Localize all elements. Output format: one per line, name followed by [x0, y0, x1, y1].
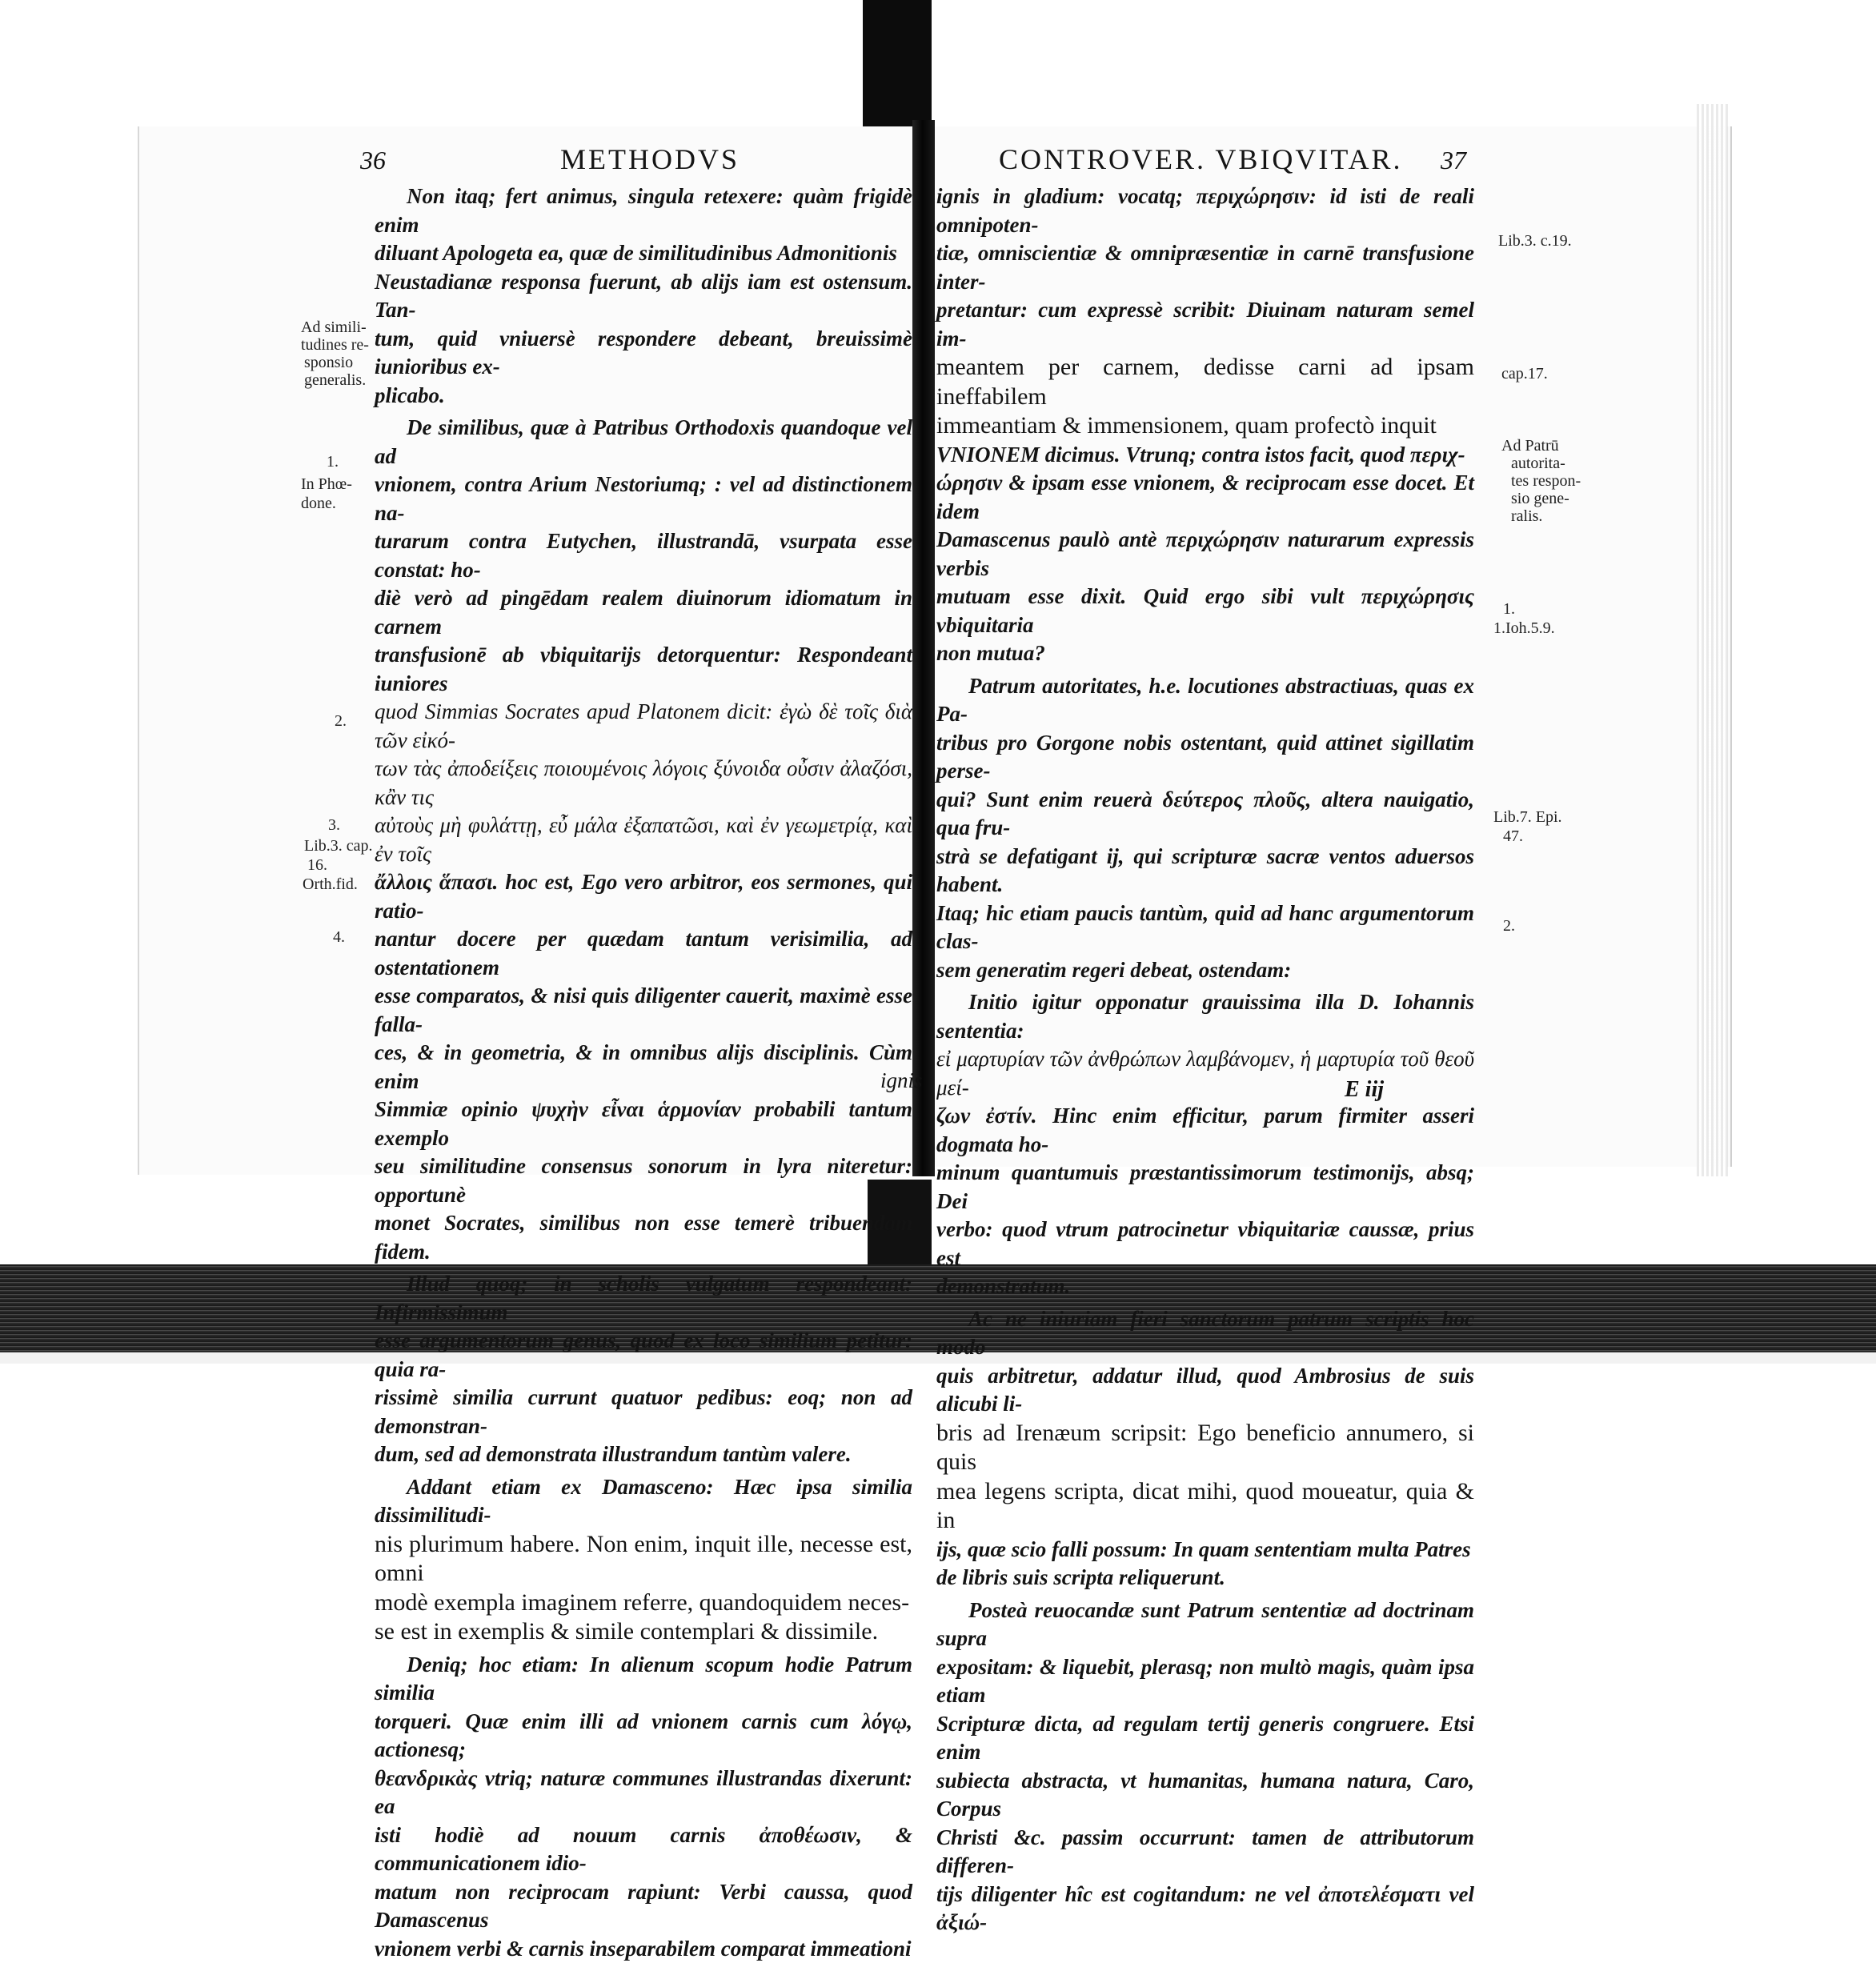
- text-line: αὐτοὺς μὴ φυλάττῃ, εὖ μάλα ἐξαπατῶσι, καὶ ἐν γεωμετρίᾳ, καὶ ἐν τοῖς: [375, 813, 912, 866]
- text-line: bris ad Irenæum scripsit: Ego beneficio annumero, si quis: [936, 1419, 1474, 1475]
- left-paragraph: [375, 1651, 912, 1964]
- text-line: vnionem, contra Arium Nestoriumq; : vel ad distinctionem na-: [375, 472, 912, 525]
- margin-note: 1.Ioh.5.9.: [1493, 619, 1555, 637]
- text-line: Neustadianæ responsa fuerunt, ab alijs iam est ostensum. Tan-: [375, 269, 912, 322]
- text-line: των τὰς ἀποδείξεις ποιουμένοις λόγοις ξύνοιδα οὖσιν ἀλαζόσι, κἂν τις: [375, 756, 912, 809]
- text-line: Damascenus paulò antè περιχώρησιν naturarum expressis verbis: [936, 527, 1474, 580]
- margin-note: autorita-: [1511, 455, 1565, 472]
- right-paragraph: [936, 1305, 1474, 1592]
- text-line: subiecta abstracta, vt humanitas, humana natura, Caro, Corpus: [936, 1768, 1474, 1821]
- text-line: quis arbitretur, addatur illud, quod Ambrosius de suis alicubi li-: [936, 1363, 1474, 1416]
- text-line: non mutua?: [936, 641, 1045, 665]
- text-line: diè verò ad pingēdam realem diuinorum idiomatum in carnem: [375, 586, 912, 639]
- text-line: ζων ἐστίν. Hinc enim efficitur, parum firmiter asseri dogmata ho-: [936, 1104, 1474, 1156]
- text-line: tum, quid vniuersè respondere debeant, breuissimè iunioribus ex-: [375, 326, 912, 379]
- text-line: ces, & in geometria, & in omnibus alijs disciplinis. Cùm enim: [375, 1040, 912, 1093]
- text-line: mea legens scripta, dicat mihi, quod moueatur, quia & in: [936, 1477, 1474, 1533]
- book-gutter: [912, 120, 935, 1176]
- left-text: [375, 182, 912, 1967]
- text-line: transfusionē ab vbiquitarijs detorquentur: Respondeant iuniores: [375, 643, 912, 695]
- margin-note: sponsio: [304, 354, 354, 371]
- text-line: Initio igitur opponatur grauissima illa D. Iohannis sententia:: [936, 990, 1474, 1043]
- left-catchword: ignis: [880, 1068, 923, 1092]
- margin-note: 4.: [333, 928, 345, 946]
- margin-note: 2.: [335, 712, 347, 730]
- text-line: turarum contra Eutychen, illustrandā, vsurpata esse constat: ho-: [375, 529, 912, 582]
- margin-note: ralis.: [1511, 507, 1543, 525]
- left-paragraph: [375, 1473, 912, 1647]
- text-line: qui? Sunt enim reuerà δεύτερος πλοῦς, altera nauigatio, qua fru-: [936, 787, 1474, 839]
- text-line: expositam: & liquebit, plerasq; non multò magis, quàm ipsa etiam: [936, 1654, 1474, 1707]
- scan-top-shadow: [863, 0, 932, 128]
- text-line: seu similitudine consensus sonorum in lyra niteretur: opportunè: [375, 1154, 912, 1207]
- text-line: sem generatim regeri debeat, ostendam:: [936, 957, 1292, 982]
- right-paragraph: [936, 672, 1474, 985]
- text-line: VNIONEM dicimus. Vtrunq; contra istos facit, quod περιχ-: [936, 442, 1465, 467]
- text-line: θεανδρικὰς vtriq; naturæ communes illustrandas dixerunt: ea: [375, 1765, 912, 1818]
- text-line: isti hodiè ad nouum carnis ἀποθέωσιν, & communicationem idio-: [375, 1822, 912, 1875]
- text-line: Posteà reuocandæ sunt Patrum sententiæ ad doctrinam supra: [936, 1597, 1474, 1650]
- text-line: minum quantumuis præstantissimorum testimonijs, absq; Dei: [936, 1160, 1474, 1213]
- text-line: nis plurimum habere. Non enim, inquit ille, necesse est, omni: [375, 1530, 912, 1586]
- text-line: tijs diligenter hîc est cogitandum: ne vel ἀποτελέσματι vel ἀξιώ-: [936, 1881, 1474, 1934]
- text-line: De similibus, quæ à Patribus Orthodoxis quandoque vel ad: [375, 415, 912, 468]
- text-line: Simmiæ opinio ψυχὴν εἶναι ἁρμονίαν probabili tantum exemplo: [375, 1097, 912, 1150]
- text-line: Patrum autoritates, h.e. locutiones abstractiuas, quas ex Pa-: [936, 673, 1474, 726]
- text-line: esse comparatos, & nisi quis diligenter cauerit, maximè esse falla-: [375, 984, 912, 1036]
- text-line: se est in exemplis & simile contemplari & dissimile.: [375, 1618, 879, 1645]
- right-text: [936, 182, 1474, 1941]
- margin-note: Ad simili-: [301, 318, 367, 336]
- text-line: Illud quoq; in scholis vulgatum respondeant: Infirmissimum: [375, 1272, 912, 1324]
- right-paragraph: [936, 1596, 1474, 1937]
- text-line: tribus pro Gorgone nobis ostentant, quid attinet sigillatim perse-: [936, 730, 1474, 783]
- text-line: vnionem verbi & carnis inseparabilem comparat immeationi: [375, 1936, 912, 1961]
- left-folio: 36: [360, 146, 386, 174]
- margin-note: 47.: [1503, 827, 1523, 845]
- text-line: ignis in gladium: vocatq; περιχώρησιν: id isti de reali omnipoten-: [936, 184, 1474, 237]
- signature-mark: E iij: [1345, 1077, 1385, 1102]
- text-line: nantur docere per quædam tantum verisimilia, ad ostentationem: [375, 927, 912, 979]
- margin-note: sio gene-: [1511, 490, 1569, 507]
- text-line: demonstratum.: [936, 1274, 1071, 1298]
- margin-note: Lib.3. cap.: [304, 837, 373, 855]
- margin-note: tudines re-: [301, 336, 369, 354]
- text-line: Itaq; hic etiam paucis tantùm, quid ad hanc argumentorum clas-: [936, 900, 1474, 953]
- margin-note: In Phœ-: [301, 475, 352, 493]
- text-line: mutuam esse dixit. Quid ergo sibi vult περιχώρησις vbiquitaria: [936, 584, 1474, 637]
- text-line: dum, sed ad demonstrata illustrandum tantùm valere.: [375, 1442, 852, 1466]
- text-line: Deniq; hoc etiam: In alienum scopum hodie Patrum similia: [375, 1652, 912, 1705]
- text-line: Addant etiam ex Damasceno: Hæc ipsa similia dissimilitudi-: [375, 1474, 912, 1527]
- margin-note: tes respon-: [1511, 472, 1581, 490]
- text-line: Ac ne iniuriam fieri sanctorum patrum scriptis hoc modo: [936, 1306, 1474, 1359]
- right-paragraph: [936, 988, 1474, 1301]
- text-line: ἄλλοις ἅπασι. hoc est, Ego vero arbitror, eos sermones, qui ratio-: [375, 870, 912, 923]
- text-line: Christi &c. passim occurrunt: tamen de attributorum differen-: [936, 1825, 1474, 1877]
- text-line: plicabo.: [375, 383, 445, 407]
- text-line: strà se defatigant ij, qui scripturæ sacræ ventos aduersos habent.: [936, 843, 1474, 896]
- right-folio: 37: [1441, 146, 1466, 174]
- text-line: rissimè similia currunt quatuor pedibus: eoq; non ad demonstran-: [375, 1385, 912, 1438]
- text-line: immeantiam & immensionem, quam profectò inquit: [936, 412, 1437, 439]
- margin-note: generalis.: [304, 371, 367, 389]
- text-line: ijs, quæ scio falli possum: In quam sententiam multa Patres: [936, 1536, 1471, 1561]
- text-line: de libris suis scripta reliquerunt.: [936, 1565, 1225, 1589]
- text-line: Non itaq; fert animus, singula retexere: quàm frigidè enim: [375, 184, 912, 237]
- margin-note: 16.: [307, 856, 327, 874]
- margin-note: 1.: [1503, 600, 1515, 618]
- margin-note: 1.: [327, 453, 339, 471]
- text-line: monet Socrates, similibus non esse temerè tribuendam fidem.: [375, 1211, 912, 1264]
- text-line: ώρησιν & ipsam esse vnionem, & reciprocam esse docet. Et idem: [936, 471, 1474, 523]
- right-paragraph: [936, 182, 1474, 668]
- text-line: esse argumentorum genus, quod ex loco similium petitur: quia ra-: [375, 1328, 912, 1381]
- margin-note: Lib.3. c.19.: [1498, 232, 1572, 250]
- right-running-head: CONTROVER. VBIQVITAR.: [999, 143, 1403, 175]
- margin-note: Orth.fid.: [303, 875, 358, 893]
- text-line: diluant Apologeta ea, quæ de similitudinibus Admonitionis: [375, 241, 897, 265]
- text-line: torqueri. Quæ enim illi ad vnionem carnis cum λόγῳ, actionesq;: [375, 1709, 912, 1761]
- left-paragraph: [375, 414, 912, 1266]
- left-running-head: METHODVS: [560, 143, 740, 175]
- text-line: tiæ, omniscientiæ & omnipræsentiæ in carnē transfusione inter-: [936, 241, 1474, 294]
- text-line: modè exempla imaginem referre, quandoquidem neces-: [375, 1588, 910, 1616]
- margin-note: Ad Patrū: [1501, 437, 1559, 455]
- margin-note: cap.17.: [1501, 365, 1548, 383]
- left-paragraph: [375, 182, 912, 410]
- page-edge-shadow: [1697, 104, 1730, 1176]
- margin-note: 3.: [328, 816, 340, 834]
- text-line: meantem per carnem, dedisse carni ad ipsam ineffabilem: [936, 354, 1474, 410]
- text-line: Scripturæ dicta, ad regulam tertij generis congruere. Etsi enim: [936, 1711, 1474, 1764]
- text-line: εἰ μαρτυρίαν τῶν ἀνθρώπων λαμβάνομεν, ἡ μαρτυρία τοῦ θεοῦ μεί-: [936, 1047, 1474, 1100]
- text-line: matum non reciprocam rapiunt: Verbi caussa, quod Damascenus: [375, 1879, 912, 1932]
- text-line: verbo: quod vtrum patrocinetur vbiquitariæ caussæ, prius est: [936, 1217, 1474, 1270]
- margin-note: done.: [301, 495, 336, 512]
- margin-note: Lib.7. Epi.: [1493, 808, 1562, 826]
- text-line: pretantur: cum expressè scribit: Diuinam naturam semel im-: [936, 298, 1474, 351]
- left-paragraph: [375, 1270, 912, 1469]
- text-line: quod Simmias Socrates apud Platonem dicit: ἐγὼ δὲ τοῖς διὰ τῶν εἰκό-: [375, 699, 912, 752]
- margin-note: 2.: [1503, 917, 1515, 935]
